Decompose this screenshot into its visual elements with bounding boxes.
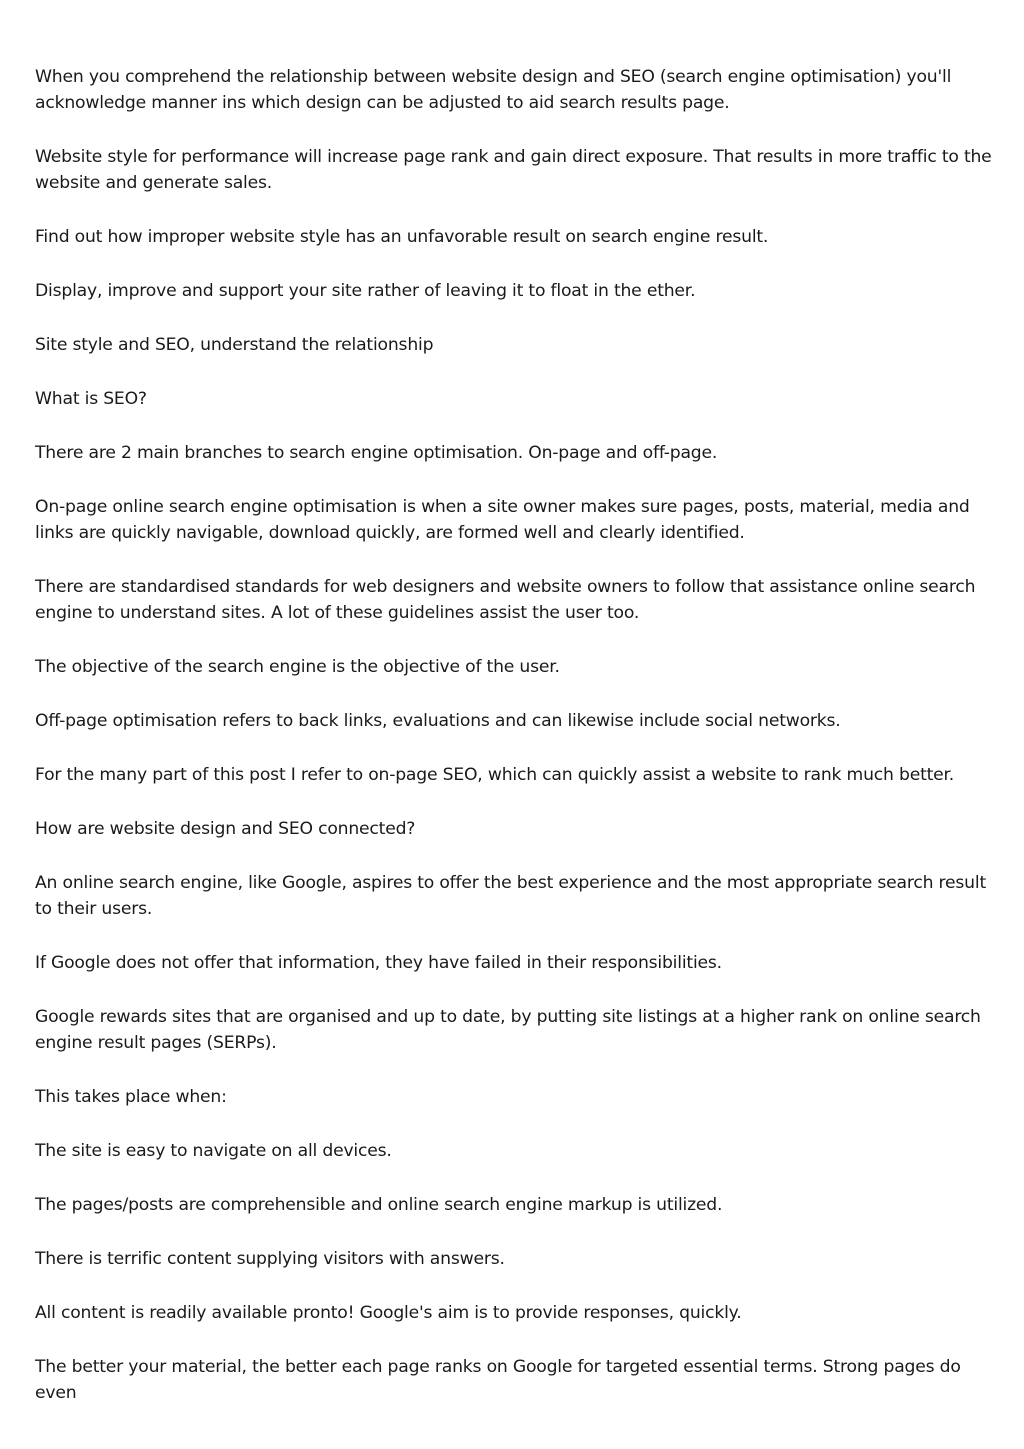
paragraph-off-page: Off-page optimisation refers to back links, evaluations and can likewise include social networks. bbox=[35, 711, 841, 731]
paragraph-terrific-content: There is terrific content supplying visitors with answers. bbox=[35, 1249, 505, 1269]
paragraph-google-rewards: Google rewards sites that are organised and up to date, by putting site listings at a higher rank on online search engine result pages (SERPs). bbox=[35, 1007, 981, 1053]
paragraph-heading-what-is-seo: What is SEO? bbox=[35, 389, 147, 409]
paragraph-improper-style: Find out how improper website style has an unfavorable result on search engine result. bbox=[35, 227, 769, 247]
paragraph-better-material: The better your material, the better each page ranks on Google for targeted essential terms. Strong pages do even bbox=[35, 1357, 961, 1403]
paragraph-available-pronto: All content is readily available pronto! Google's aim is to provide responses, quickly. bbox=[35, 1303, 742, 1323]
paragraph-takes-place: This takes place when: bbox=[35, 1087, 227, 1107]
paragraph-intro: When you comprehend the relationship between website design and SEO (search engine optimisation) you'll acknowledge manner ins which design can be adjusted to aid search results page. bbox=[35, 67, 952, 113]
paragraph-google-failed: If Google does not offer that information, they have failed in their responsibilities. bbox=[35, 953, 722, 973]
paragraph-display-improve: Display, improve and support your site rather of leaving it to float in the ether. bbox=[35, 281, 696, 301]
paragraph-objective: The objective of the search engine is the objective of the user. bbox=[35, 657, 560, 677]
paragraph-style-performance: Website style for performance will increase page rank and gain direct exposure. That results in more traffic to the website and generate sales. bbox=[35, 147, 992, 193]
paragraph-two-branches: There are 2 main branches to search engine optimisation. On-page and off-page. bbox=[35, 443, 718, 463]
paragraph-heading-relationship: Site style and SEO, understand the relationship bbox=[35, 335, 434, 355]
paragraph-easy-navigate: The site is easy to navigate on all devices. bbox=[35, 1141, 392, 1161]
paragraph-comprehensible: The pages/posts are comprehensible and online search engine markup is utilized. bbox=[35, 1195, 723, 1215]
paragraph-standards: There are standardised standards for web designers and website owners to follow that assistance online search engine to understand sites. A lot of these guidelines assist the user too. bbox=[35, 577, 976, 623]
document-body bbox=[35, 64, 995, 1434]
paragraph-heading-connected: How are website design and SEO connected? bbox=[35, 819, 416, 839]
paragraph-search-engine-goal: An online search engine, like Google, aspires to offer the best experience and the most appropriate search result to their users. bbox=[35, 873, 986, 919]
paragraph-post-focus: For the many part of this post I refer to on-page SEO, which can quickly assist a website to rank much better. bbox=[35, 765, 955, 785]
paragraph-on-page: On-page online search engine optimisation is when a site owner makes sure pages, posts, material, media and links are quickly navigable, download quickly, are formed well and clearly identified. bbox=[35, 497, 970, 543]
